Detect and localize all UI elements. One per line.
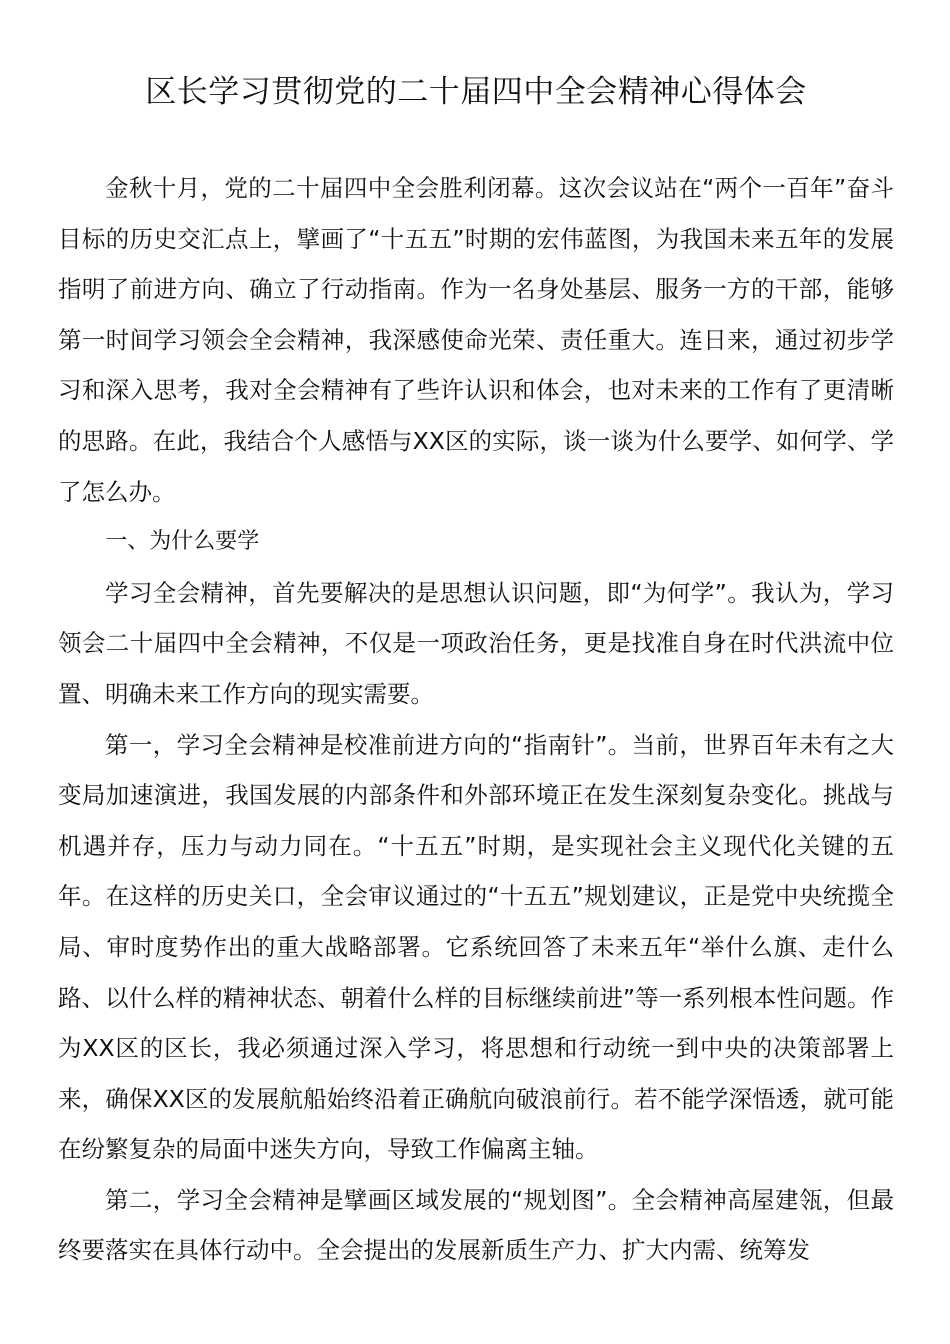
point-one-paragraph: 第一，学习全会精神是校准前进方向的“指南针”。当前，世界百年未有之大变局加速演进，我国发展的内部条件和外部环境正在发生深刻复杂变化。挑战与机遇并存，压力与动力同在。“十五五”时期，是实现社会主义现代化关键的五年。在这样的历史关口，全会审议通过的“十五五”规划建议，正是党中央统揽全局、审时度势作出的重大战略部署。它系统回答了未来五年“举什么旗、走什么路、以什么样的精神状态、朝着什么样的目标继续前进”等一系列根本性问题。作为XX区的区长，我必须通过深入学习，将思想和行动统一到中央的决策部署上来，确保XX区的发展航船始终沿着正确航向破浪前行。若不能学深悟透，就可能在纷繁复杂的局面中迷失方向，导致工作偏离主轴。 — [58, 730, 894, 1164]
intro-paragraph: 金秋十月，党的二十届四中全会胜利闭幕。这次会议站在“两个一百年”奋斗目标的历史交汇点上，擘画了“十五五”时期的宏伟蓝图，为我国未来五年的发展指明了前进方向、确立了行动指南。作为一名身处基层、服务一方的干部，能够第一时间学习领会全会精神，我深感使命光荣、责任重大。连日来，通过初步学习和深入思考，我对全会精神有了些许认识和体会，也对未来的工作有了更清晰的思路。在此，我结合个人感悟与XX区的实际，谈一谈为什么要学、如何学、学了怎么办。 — [58, 174, 894, 506]
point-two-paragraph: 第二，学习全会精神是擘画区域发展的“规划图”。全会精神高屋建瓴，但最终要落实在具体行动中。全会提出的发展新质生产力、扩大内需、统筹发 — [58, 1185, 894, 1265]
section-intro-paragraph: 学习全会精神，首先要解决的是思想认识问题，即“为何学”。我认为，学习领会二十届四中全会精神，不仅是一项政治任务，更是找准自身在时代洪流中位置、明确未来工作方向的现实需要。 — [58, 578, 894, 708]
section-heading-why-learn: 一、为什么要学 — [105, 529, 260, 555]
document-title: 区长学习贯彻党的二十届四中全会精神心得体会 — [145, 74, 807, 110]
document-body — [58, 163, 894, 1276]
